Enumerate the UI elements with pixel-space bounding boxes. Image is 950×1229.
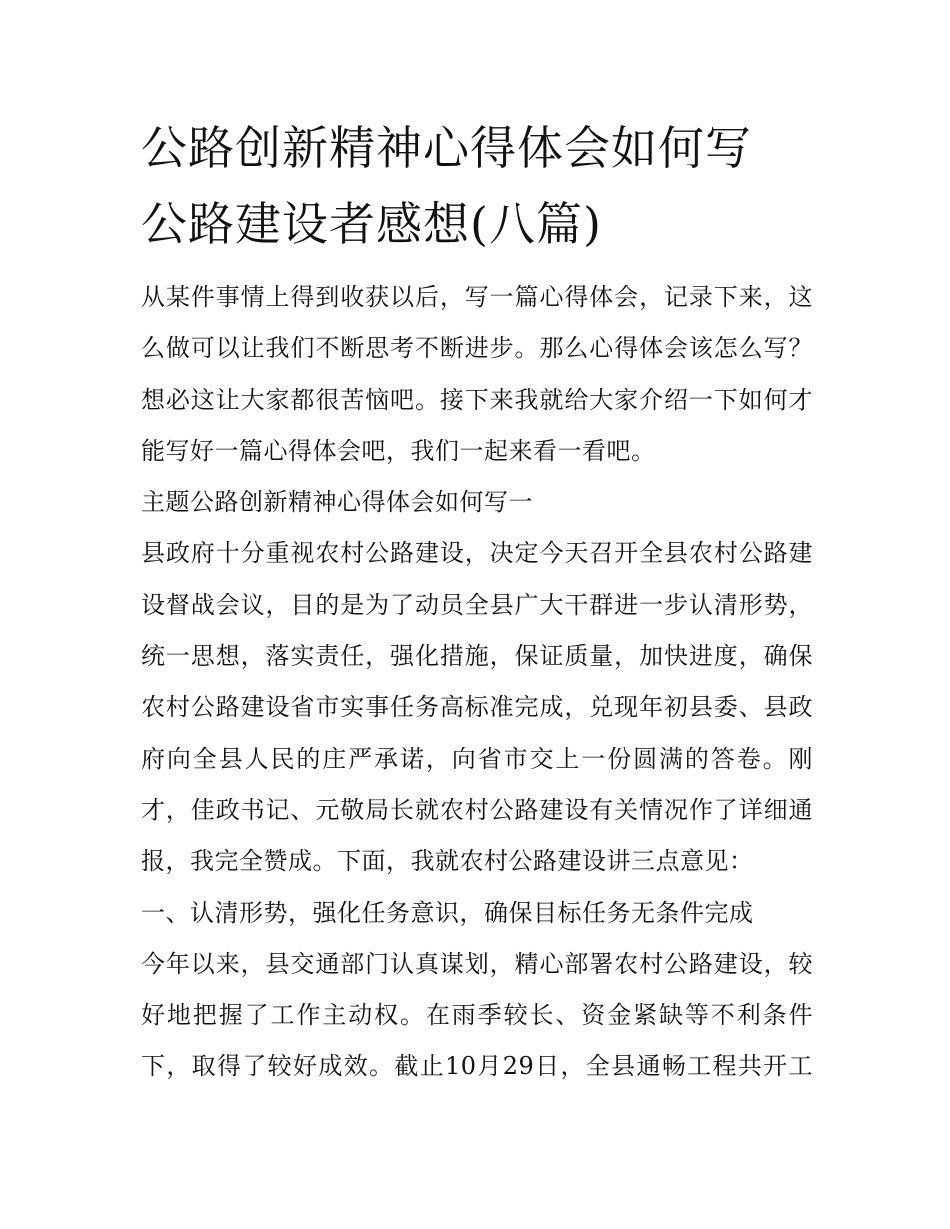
- body-line: 从某件事情上得到收获以后，写一篇心得体会，记录下来，这: [141, 283, 813, 311]
- document-page: [141, 110, 813, 1093]
- body-line: 设督战会议，目的是为了动员全县广大干群进一步认清形势，: [141, 590, 813, 619]
- document-body: [141, 272, 813, 1093]
- body-line: 么做可以让我们不断思考不断进步。那么心得体会该怎么写？: [141, 334, 813, 363]
- body-line: 想必这让大家都很苦恼吧。接下来我就给大家介绍一下如何才: [141, 385, 813, 414]
- body-line: 统一思想，落实责任，强化措施，保证质量，加快进度，确保: [141, 642, 813, 671]
- body-line: 能写好一篇心得体会吧，我们一起来看一看吧。: [141, 436, 656, 465]
- body-line: 下，取得了较好成效。截止10月29日，全县通畅工程共开工: [141, 1052, 813, 1081]
- body-line: 才，佳政书记、元敬局长就农村公路建设有关情况作了详细通: [141, 795, 813, 824]
- title-line-2: 公路建设者感想(八篇): [141, 197, 602, 251]
- subsection-heading: 一、认清形势，强化任务意识，确保目标任务无条件完成: [141, 898, 754, 927]
- body-line: 报，我完全赞成。下面，我就农村公路建设讲三点意见：: [141, 847, 754, 876]
- document-title: [141, 110, 813, 262]
- body-line: 好地把握了工作主动权。在雨季较长、资金紧缺等不利条件: [141, 1001, 813, 1030]
- body-line: 府向全县人民的庄严承诺，向省市交上一份圆满的答卷。刚: [141, 744, 813, 773]
- body-line: 今年以来，县交通部门认真谋划，精心部署农村公路建设，较: [141, 949, 813, 978]
- section-heading: 主题公路创新精神心得体会如何写一: [141, 488, 533, 517]
- body-line: 县政府十分重视农村公路建设，决定今天召开全县农村公路建: [141, 539, 813, 568]
- body-line: 农村公路建设省市实事任务高标准完成，兑现年初县委、县政: [141, 693, 813, 722]
- title-line-1: 公路创新精神心得体会如何写: [141, 121, 752, 175]
